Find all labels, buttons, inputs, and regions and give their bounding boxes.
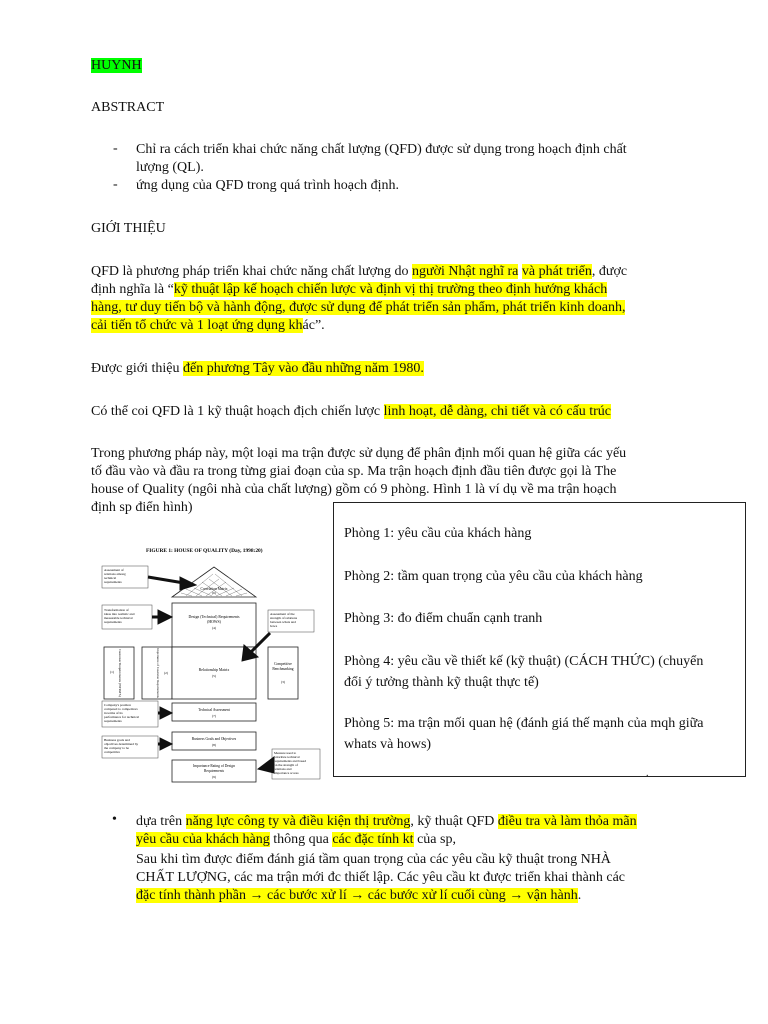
list-dash: - [113, 141, 118, 156]
svg-text:strength of relations: strength of relations [270, 616, 298, 620]
svg-text:Customer Requirements (WHATS): Customer Requirements (WHATS) [118, 649, 122, 697]
room-5: Phòng 5: ma trận mối quan hệ (đánh giá thế mạnh của mqh giữa whats và hows) [344, 716, 704, 752]
rooms-textbox [333, 502, 746, 777]
svg-text:requirements: requirements [104, 719, 122, 723]
business-goals-box [172, 732, 256, 750]
svg-text:performance for technical: performance for technical [104, 715, 140, 719]
svg-text:Measure used to: Measure used to [274, 751, 297, 755]
figure-title: FIGURE 1: HOUSE OF QUALITY (Day, 1998:20) [146, 548, 263, 554]
abstract-heading: ABSTRACT [91, 100, 165, 115]
room-1: Phòng 1: yêu cầu của khách hàng [344, 526, 532, 541]
abstract-item-2: ứng dụng của QFD trong quá trình hoạch định. [136, 178, 400, 193]
svg-text:relations and: relations and [274, 767, 292, 771]
svg-text:(6): (6) [212, 591, 216, 595]
svg-text:Importance Rating of Design: Importance Rating of Design [193, 764, 235, 768]
svg-text:Business goals and: Business goals and [104, 738, 130, 742]
box-dot: . [646, 768, 649, 779]
svg-text:(5): (5) [212, 674, 216, 678]
svg-text:relations among: relations among [104, 572, 126, 576]
svg-text:objectives determined by: objectives determined by [104, 742, 139, 746]
roof-label: Correlation Matrix [200, 587, 228, 591]
room-4: Phòng 4: yêu cầu về thiết kế (kỹ thuật) (CÁCH THỨC) (chuyển đổi ý tưởng thành kỹ thuật thực tế) [344, 654, 704, 690]
svg-text:(9): (9) [212, 775, 216, 779]
svg-text:Company's position: Company's position [104, 703, 131, 707]
room-2: Phòng 2: tầm quan trọng của yêu cầu của khách hàng [344, 569, 643, 584]
svg-text:on the strength of: on the strength of [274, 763, 298, 767]
svg-text:compared to competitors: compared to competitors [104, 707, 138, 711]
svg-text:measurable technical: measurable technical [104, 616, 133, 620]
competitive-benchmarking-box [268, 647, 298, 699]
svg-text:(1): (1) [110, 670, 114, 674]
intro-paragraph-2: Được giới thiệu đến phương Tây vào đầu những năm 1980. [91, 361, 424, 376]
svg-text:between whats and: between whats and [270, 620, 296, 624]
design-requirements-box [172, 603, 256, 647]
svg-text:(3): (3) [281, 680, 285, 684]
house-of-quality-figure [92, 541, 328, 791]
technical-assessment-box [172, 703, 256, 721]
svg-text:(HOWS): (HOWS) [207, 620, 221, 624]
svg-text:Design (Technical) Requirement: Design (Technical) Requirements [188, 615, 240, 619]
author-name: HUYNH [91, 58, 142, 73]
svg-text:Relationship Matrix: Relationship Matrix [198, 668, 230, 672]
svg-text:Assessment of the: Assessment of the [270, 612, 295, 616]
svg-text:Transformation of: Transformation of [104, 608, 129, 612]
list-dash: - [113, 177, 118, 192]
svg-text:requirements and based: requirements and based [274, 759, 307, 763]
svg-text:in terms of its: in terms of its [104, 711, 123, 715]
intro-paragraph-3: Có thể coi QFD là 1 kỹ thuật hoạch địch chiến lược linh hoạt, dễ dàng, chi tiết và có cấu trúc [91, 404, 612, 419]
room-3: Phòng 3: đo điểm chuẩn cạnh tranh [344, 611, 543, 626]
svg-text:Importance of Customer Require: Importance of Customer Requirements [156, 648, 160, 698]
bullet-dot: • [112, 812, 117, 827]
svg-text:requirements: requirements [104, 620, 122, 624]
svg-text:prioritize technical: prioritize technical [274, 755, 300, 759]
svg-text:importance scores: importance scores [274, 771, 299, 775]
svg-text:technical: technical [104, 576, 117, 580]
svg-text:Technical Assessment: Technical Assessment [198, 708, 230, 712]
svg-text:(2): (2) [164, 671, 168, 675]
svg-text:Assessment of: Assessment of [104, 568, 124, 572]
svg-text:(7): (7) [212, 714, 216, 718]
svg-text:(8): (8) [212, 743, 216, 747]
svg-text:Benchmarking: Benchmarking [272, 667, 294, 671]
svg-text:requirements: requirements [104, 580, 122, 584]
intro-heading: GIỚI THIỆU [91, 221, 166, 236]
abstract-item-1-line-2: lượng (QL). [136, 160, 204, 175]
svg-text:(4): (4) [212, 626, 216, 630]
svg-text:competitive: competitive [104, 750, 121, 754]
svg-text:hows: hows [270, 624, 278, 628]
svg-text:Business Goals and Objectives: Business Goals and Objectives [191, 737, 237, 741]
abstract-item-1-line-1: Chỉ ra cách triển khai chức năng chất lượng (QFD) được sử dụng trong hoạch định chất [136, 142, 627, 157]
svg-text:Requirements: Requirements [204, 769, 224, 773]
svg-text:ideas into realistic and: ideas into realistic and [104, 612, 135, 616]
svg-text:Competitive: Competitive [274, 662, 292, 666]
svg-text:the company to be: the company to be [104, 746, 129, 750]
